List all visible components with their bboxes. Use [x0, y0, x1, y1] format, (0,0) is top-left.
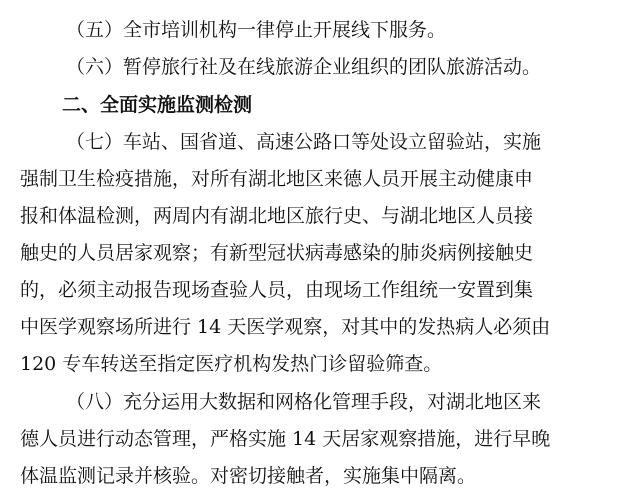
paragraph-7-line-7: 120 专车转送至指定医疗机构发热门诊留验筛查。 [20, 353, 443, 375]
paragraph-6-line: （六）暂停旅行社及在线旅游企业组织的团队旅游活动。 [66, 56, 542, 78]
paragraph-7-line-2: 强制卫生检疫措施，对所有湖北地区来德人员开展主动健康申 [20, 168, 534, 190]
paragraph-7-line-3: 报和体温检测，两周内有湖北地区旅行史、与湖北地区人员接 [20, 205, 534, 227]
paragraph-7-line-5: 的，必须主动报告现场查验人员，由现场工作组统一安置到集 [20, 279, 534, 301]
paragraph-5-line: （五）全市培训机构一律停止开展线下服务。 [66, 19, 447, 41]
section-heading: 二、全面实施监测检测 [62, 94, 253, 116]
paragraph-8-line-3: 体温监测记录并核验。对密切接触者，实施集中隔离。 [20, 465, 477, 487]
paragraph-7-line-4: 触史的人员居家观察；有新型冠状病毒感染的肺炎病例接触史 [20, 242, 534, 264]
paragraph-7-line-1: （七）车站、国省道、高速公路口等处设立留验站，实施 [66, 131, 542, 153]
paragraph-8-line-2: 德人员进行动态管理，严格实施 14 天居家观察措施，进行早晚 [20, 428, 551, 450]
paragraph-7-line-6: 中医学观察场所进行 14 天医学观察，对其中的发热病人必须由 [20, 316, 551, 338]
paragraph-8-line-1: （八）充分运用大数据和网格化管理手段，对湖北地区来 [66, 391, 542, 413]
